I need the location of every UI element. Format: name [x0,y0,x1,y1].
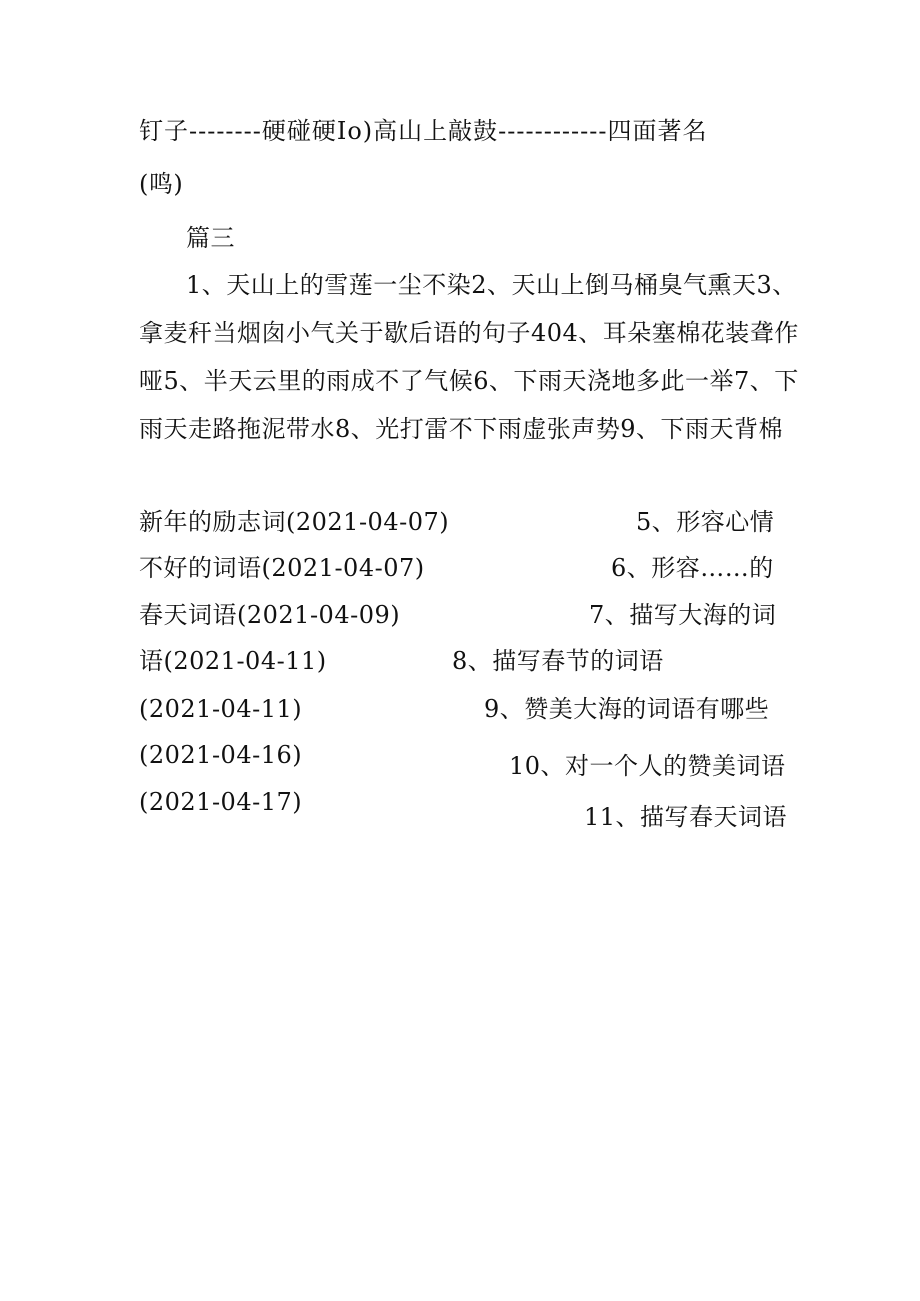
related-link-title[interactable]: 9、赞美大海的词语有哪些 [484,695,770,723]
related-link-date[interactable]: 新年的励志词(2021-04-07) [139,508,450,536]
related-link-date[interactable]: 语(2021-04-11) [139,647,327,675]
related-link-date[interactable]: 不好的词语(2021-04-07) [139,554,425,582]
related-link-title[interactable]: 6、形容……的 [611,554,774,582]
related-link-date[interactable]: (2021-04-17) [139,788,303,816]
related-link-title[interactable]: 7、描写大海的词 [589,601,777,629]
related-link-date[interactable]: 春天词语(2021-04-09) [139,601,401,629]
section-heading: 篇三 [186,224,235,252]
related-link-title[interactable]: 8、描写春节的词语 [452,647,664,675]
idiom-line-1: 钉子--------硬碰硬Io)高山上敲鼓------------四面著名 [139,117,708,145]
idiom-line-2: (鸣) [139,170,184,198]
paragraph-line: 哑5、半天云里的雨成不了气候6、下雨天浇地多此一举7、下 [139,367,799,395]
paragraph-line: 雨天走路拖泥带水8、光打雷不下雨虚张声势9、下雨天背棉 [139,415,784,443]
paragraph-line: 拿麦秆当烟囱小气关于歇后语的句子404、耳朵塞棉花装聋作 [139,319,799,347]
related-link-date[interactable]: (2021-04-11) [139,695,303,723]
paragraph-line: 1、天山上的雪莲一尘不染2、天山上倒马桶臭气熏天3、 [186,271,797,299]
related-link-title[interactable]: 10、对一个人的赞美词语 [509,752,786,780]
related-link-date[interactable]: (2021-04-16) [139,741,303,769]
related-link-title[interactable]: 5、形容心情 [636,508,775,536]
related-link-title[interactable]: 11、描写春天词语 [584,803,788,831]
